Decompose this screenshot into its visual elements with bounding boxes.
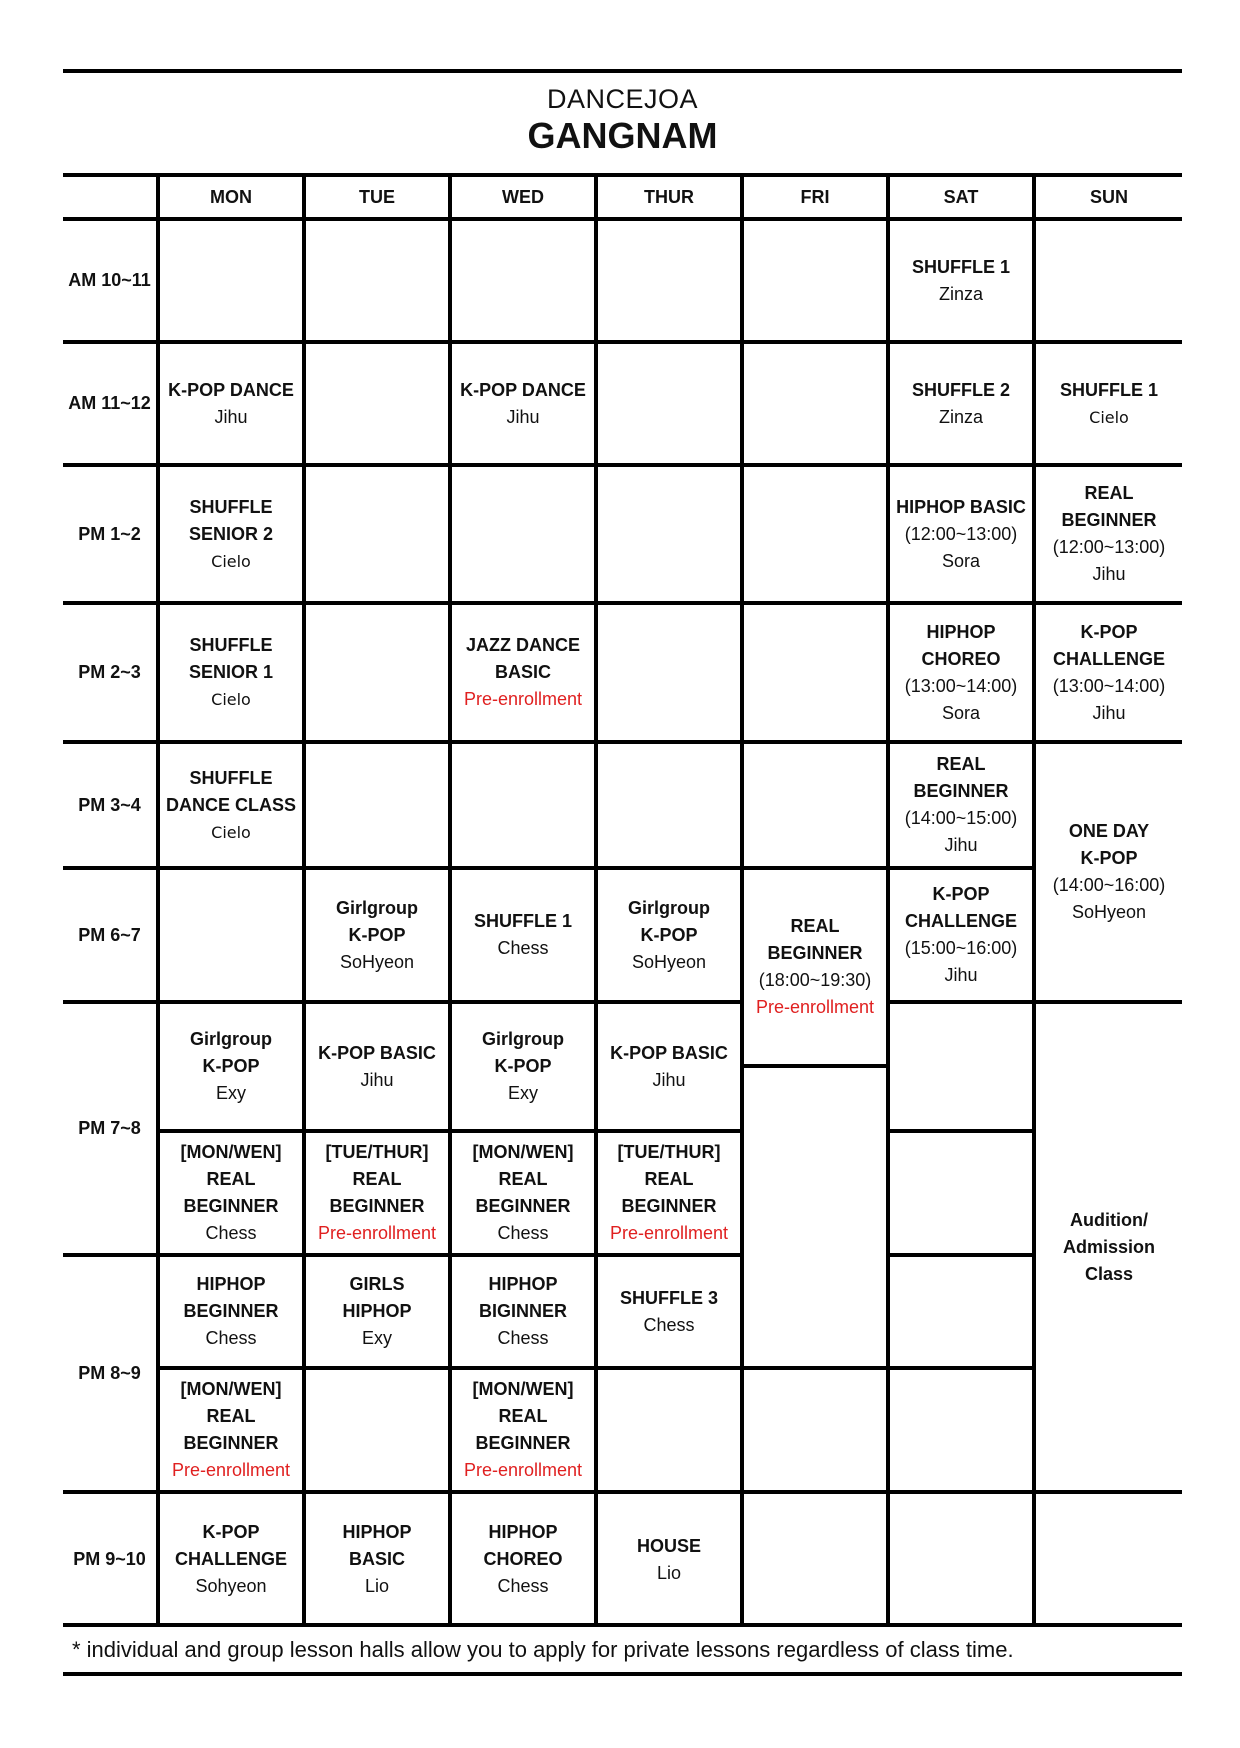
class-line: K-POP: [1080, 621, 1138, 642]
class-line: (12:00~13:00): [1052, 537, 1166, 557]
instructor-name: Exy: [361, 1328, 392, 1348]
day-header: FRI: [742, 175, 888, 219]
preenroll-label: Pre-enrollment: [463, 689, 583, 709]
instructor-name: Chess: [205, 1223, 257, 1243]
class-line: REAL: [498, 1169, 548, 1189]
class-cell: [450, 342, 596, 465]
class-cell: [596, 1131, 742, 1255]
bottom-rule: [63, 1672, 1182, 1676]
preenroll-label: Pre-enrollment: [171, 1460, 291, 1480]
header-row: [63, 175, 1182, 219]
class-cell: [304, 1255, 450, 1368]
brand-name: DANCEJOA: [546, 84, 699, 114]
class-line: CHALLENGE: [1053, 648, 1165, 669]
class-line: [MON/WEN]: [180, 1142, 282, 1162]
class-line: BEGINNER: [475, 1196, 571, 1216]
empty-cell: [158, 868, 304, 1002]
day-header: MON: [158, 175, 304, 219]
instructor-name: Sohyeon: [195, 1576, 267, 1596]
class-cell: [158, 742, 304, 868]
time-row: [63, 1002, 1182, 1066]
day-header: WED: [450, 175, 596, 219]
empty-cell: [596, 1368, 742, 1492]
class-cell: [888, 219, 1034, 342]
time-row: [63, 342, 1182, 465]
instructor-name: Chess: [205, 1328, 257, 1348]
instructor-name: Lio: [364, 1576, 390, 1596]
instructor-name: Jihu: [652, 1069, 686, 1090]
class-line: (13:00~14:00): [1052, 675, 1166, 696]
class-line: (13:00~14:00): [904, 675, 1018, 696]
instructor-name: Chess: [497, 1223, 549, 1243]
class-line: BEGINNER: [621, 1196, 717, 1216]
class-cell: [158, 1131, 304, 1255]
time-label: PM 8~9: [63, 1255, 158, 1492]
class-line: K-POP: [348, 924, 406, 945]
empty-cell: [304, 219, 450, 342]
instructor-name: Jihu: [1092, 702, 1126, 723]
class-line: SENIOR 2: [188, 523, 274, 544]
class-line: BEGINNER: [767, 943, 863, 963]
class-line: BEGINNER: [183, 1301, 279, 1321]
time-row: [63, 1131, 1182, 1255]
instructor-name: Chess: [497, 938, 549, 958]
class-cell: [158, 1255, 304, 1368]
class-line: REAL: [936, 754, 986, 774]
class-line: K-POP: [640, 924, 698, 945]
class-line: REAL: [790, 916, 840, 936]
class-line: BEGINNER: [1061, 510, 1157, 530]
time-label: PM 9~10: [63, 1492, 158, 1625]
class-line: BEGINNER: [329, 1196, 425, 1216]
top-rule: [63, 69, 1182, 73]
class-line: SHUFFLE 1: [473, 911, 572, 931]
empty-cell: [742, 1368, 888, 1492]
class-cell: [158, 1492, 304, 1625]
class-line: BIGINNER: [478, 1301, 567, 1321]
class-line: HIPHOP BASIC: [896, 496, 1026, 517]
instructor-name: Chess: [497, 1328, 549, 1348]
empty-cell: [596, 603, 742, 742]
empty-cell: [742, 1066, 888, 1368]
class-cell: [596, 1492, 742, 1625]
empty-cell: [888, 1131, 1034, 1255]
class-line: HOUSE: [636, 1535, 701, 1556]
time-label: PM 1~2: [63, 465, 158, 603]
class-line: JAZZ DANCE: [465, 635, 580, 655]
time-label: PM 3~4: [63, 742, 158, 868]
instructor-name: SoHyeon: [631, 951, 707, 972]
instructor-name: SoHyeon: [1071, 902, 1147, 922]
footer-note: * individual and group lesson halls allow you to apply for private lessons regardless of class time.: [72, 1637, 1014, 1662]
day-header: THUR: [596, 175, 742, 219]
class-cell: [450, 603, 596, 742]
day-header: TUE: [304, 175, 450, 219]
class-line: BEGINNER: [183, 1196, 279, 1216]
instructor-name: Jihu: [944, 835, 978, 855]
time-label: AM 11~12: [63, 342, 158, 465]
class-line: [TUE/THUR]: [617, 1142, 721, 1162]
empty-cell: [742, 1492, 888, 1625]
branch-name: GANGNAM: [527, 115, 718, 156]
class-line: REAL: [498, 1406, 548, 1426]
instructor-name: Zinza: [938, 283, 983, 304]
class-cell: [888, 603, 1034, 742]
empty-cell: [742, 342, 888, 465]
class-cell: [450, 868, 596, 1002]
table-bottom-rule: [63, 1623, 1182, 1627]
class-line: SHUFFLE 1: [911, 256, 1010, 277]
class-line: (15:00~16:00): [904, 938, 1018, 958]
class-line: (14:00~15:00): [904, 808, 1018, 828]
class-cell: [888, 868, 1034, 1002]
instructor-name: SoHyeon: [339, 951, 415, 972]
time-label: AM 10~11: [63, 219, 158, 342]
empty-cell: [1034, 1492, 1182, 1625]
class-line: SENIOR 1: [188, 662, 274, 682]
class-line: REAL: [206, 1169, 256, 1189]
class-line: CHALLENGE: [175, 1549, 287, 1569]
class-line: BASIC: [494, 662, 551, 682]
class-line: BEGINNER: [475, 1433, 571, 1453]
class-line: SHUFFLE: [189, 635, 273, 655]
empty-cell: [304, 1368, 450, 1492]
empty-cell: [888, 1492, 1034, 1625]
class-line: REAL: [1084, 483, 1134, 503]
time-row: [63, 219, 1182, 342]
class-line: (18:00~19:30): [758, 970, 872, 990]
class-line: ONE DAY: [1068, 821, 1150, 841]
time-row: [63, 1255, 1182, 1368]
preenroll-label: Pre-enrollment: [755, 997, 875, 1017]
class-cell: [450, 1368, 596, 1492]
class-line: (12:00~13:00): [904, 523, 1018, 544]
instructor-name: Sora: [941, 550, 981, 571]
instructor-name: Sora: [941, 702, 981, 723]
class-line: [TUE/THUR]: [325, 1142, 429, 1162]
class-cell: [158, 465, 304, 603]
empty-cell: [596, 342, 742, 465]
instructor-name: Jihu: [506, 406, 540, 427]
class-line: CHOREO: [483, 1549, 563, 1569]
class-line: GIRLS: [349, 1274, 405, 1294]
empty-cell: [596, 742, 742, 868]
empty-cell: [304, 465, 450, 603]
empty-cell: [888, 1368, 1034, 1492]
class-line: K-POP BASIC: [610, 1042, 728, 1063]
class-line: Girlgroup: [190, 1029, 272, 1049]
class-line: Girlgroup: [336, 897, 418, 918]
time-row: [63, 465, 1182, 603]
corner-cell: [63, 175, 158, 219]
instructor-name: Jihu: [214, 406, 248, 427]
empty-cell: [304, 603, 450, 742]
class-line: K-POP: [494, 1056, 552, 1076]
class-line: SHUFFLE 3: [619, 1287, 718, 1308]
class-line: K-POP DANCE: [460, 379, 586, 400]
preenroll-label: Pre-enrollment: [317, 1223, 437, 1243]
day-header: SAT: [888, 175, 1034, 219]
class-line: K-POP: [932, 884, 990, 904]
class-line: HIPHOP: [488, 1274, 558, 1294]
class-line: CHOREO: [921, 648, 1001, 669]
class-cell: [1034, 342, 1182, 465]
class-line: Audition/: [1070, 1209, 1148, 1230]
class-cell: [304, 1002, 450, 1131]
empty-cell: [742, 465, 888, 603]
class-cell: [1034, 465, 1182, 603]
class-cell: [158, 1368, 304, 1492]
time-row: [63, 1492, 1182, 1625]
class-line: K-POP BASIC: [318, 1042, 436, 1063]
time-row: [63, 742, 1182, 868]
empty-cell: [158, 219, 304, 342]
class-cell: [1034, 742, 1182, 1002]
time-row: [63, 868, 1182, 1002]
instructor-name: Cielo: [211, 690, 251, 709]
preenroll-label: Pre-enrollment: [609, 1223, 729, 1243]
instructor-name: Exy: [215, 1083, 246, 1103]
class-cell: [450, 1002, 596, 1131]
empty-cell: [888, 1255, 1034, 1368]
instructor-name: Lio: [656, 1562, 682, 1583]
class-line: HIPHOP: [926, 621, 996, 642]
instructor-name: Chess: [497, 1576, 549, 1596]
class-cell: [450, 1131, 596, 1255]
empty-cell: [450, 219, 596, 342]
class-cell: [888, 465, 1034, 603]
class-cell: [158, 1002, 304, 1131]
class-cell: [888, 742, 1034, 868]
class-line: (14:00~16:00): [1052, 875, 1166, 895]
class-line: SHUFFLE 1: [1059, 379, 1158, 400]
class-line: REAL: [644, 1169, 694, 1189]
class-line: HIPHOP: [196, 1274, 266, 1294]
empty-cell: [596, 465, 742, 603]
empty-cell: [596, 219, 742, 342]
class-line: SHUFFLE: [189, 496, 273, 517]
class-line: CHALLENGE: [905, 911, 1017, 931]
class-cell: [450, 1492, 596, 1625]
class-line: BEGINNER: [913, 781, 1009, 801]
time-row: [63, 603, 1182, 742]
instructor-name: Exy: [507, 1083, 538, 1103]
class-line: REAL: [206, 1406, 256, 1426]
class-line: SHUFFLE: [189, 767, 273, 788]
empty-cell: [742, 603, 888, 742]
empty-cell: [742, 742, 888, 868]
class-line: Admission: [1062, 1236, 1155, 1257]
class-cell: [596, 1002, 742, 1131]
empty-cell: [304, 342, 450, 465]
class-cell: [1034, 1002, 1182, 1492]
instructor-name: Chess: [643, 1314, 695, 1335]
class-line: K-POP DANCE: [168, 379, 294, 400]
time-label: PM 2~3: [63, 603, 158, 742]
instructor-name: Jihu: [360, 1069, 394, 1090]
instructor-name: Jihu: [1092, 564, 1126, 584]
class-cell: [304, 1131, 450, 1255]
class-line: Class: [1084, 1263, 1134, 1284]
class-line: DANCE CLASS: [165, 794, 296, 815]
empty-cell: [304, 742, 450, 868]
instructor-name: Cielo: [211, 822, 251, 842]
class-cell: [304, 1492, 450, 1625]
class-cell: [596, 868, 742, 1002]
time-row: [63, 1368, 1182, 1492]
empty-cell: [450, 742, 596, 868]
class-cell: [304, 868, 450, 1002]
instructor-name: Cielo: [211, 551, 251, 571]
empty-cell: [450, 465, 596, 603]
class-line: K-POP: [202, 1056, 260, 1076]
class-cell: [450, 1255, 596, 1368]
class-line: [MON/WEN]: [180, 1379, 282, 1399]
day-header: SUN: [1034, 175, 1182, 219]
class-line: Girlgroup: [482, 1029, 564, 1049]
class-line: [MON/WEN]: [472, 1379, 574, 1399]
class-line: Girlgroup: [628, 897, 710, 918]
class-line: BEGINNER: [183, 1433, 279, 1453]
class-line: HIPHOP: [342, 1301, 412, 1321]
preenroll-label: Pre-enrollment: [463, 1460, 583, 1480]
class-line: K-POP: [1080, 848, 1138, 868]
instructor-name: Cielo: [1089, 407, 1129, 427]
empty-cell: [888, 1002, 1034, 1131]
class-cell: [1034, 603, 1182, 742]
class-line: REAL: [352, 1169, 402, 1189]
class-cell: [158, 342, 304, 465]
instructor-name: Jihu: [944, 965, 978, 985]
empty-cell: [1034, 219, 1182, 342]
time-label: PM 6~7: [63, 868, 158, 1002]
class-line: BASIC: [348, 1549, 405, 1569]
empty-cell: [742, 219, 888, 342]
class-line: HIPHOP: [488, 1522, 558, 1542]
class-line: SHUFFLE 2: [911, 379, 1010, 400]
class-cell: [596, 1255, 742, 1368]
class-line: K-POP: [202, 1522, 260, 1542]
class-cell: [888, 342, 1034, 465]
class-cell: [742, 868, 888, 1066]
class-line: HIPHOP: [342, 1522, 412, 1542]
time-label: PM 7~8: [63, 1002, 158, 1255]
class-line: [MON/WEN]: [472, 1142, 574, 1162]
instructor-name: Zinza: [938, 406, 983, 427]
schedule-table: [63, 173, 1182, 1625]
class-cell: [158, 603, 304, 742]
